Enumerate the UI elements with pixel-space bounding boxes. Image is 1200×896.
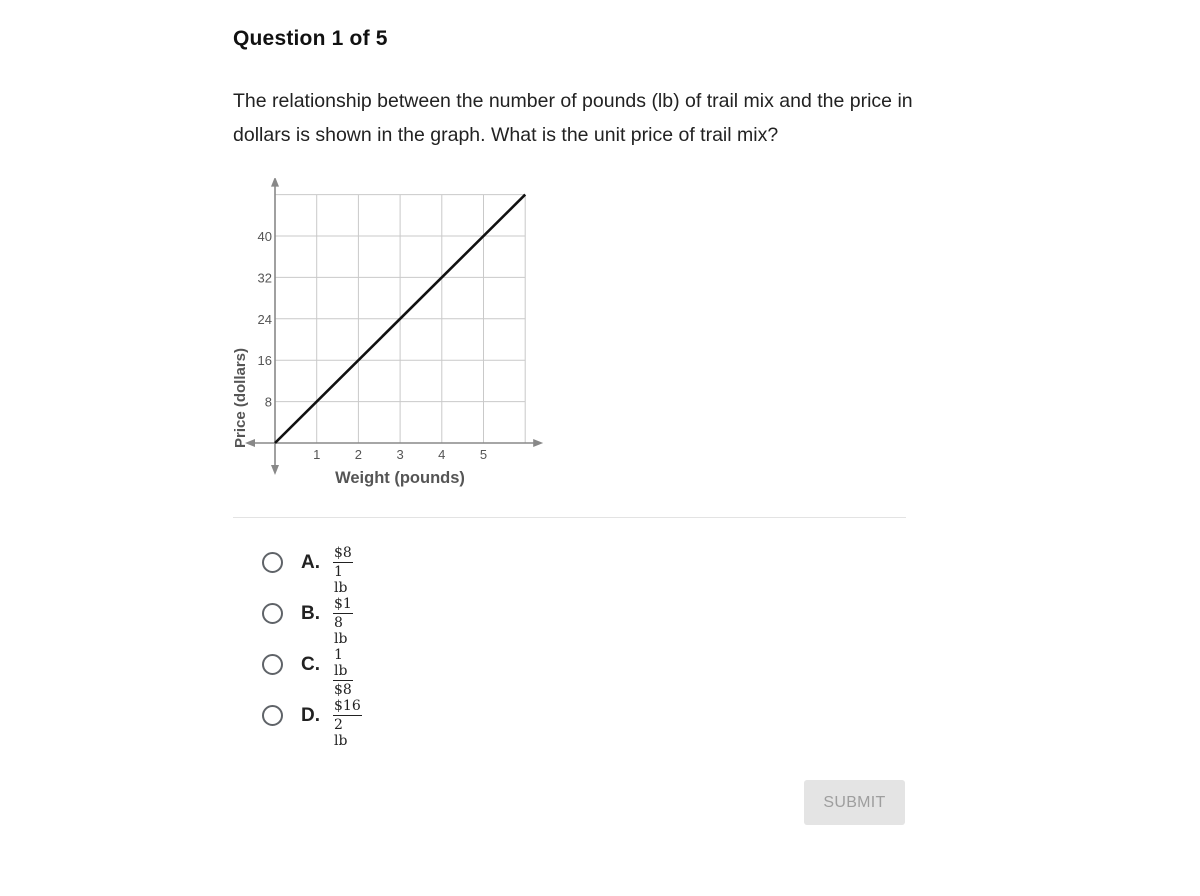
fraction-numerator: 1 lb: [333, 647, 353, 681]
fraction-numerator: $8: [334, 545, 352, 561]
fraction-denominator: 1 lb: [334, 564, 348, 596]
y-tick-label: 24: [257, 311, 272, 327]
choice-fraction: [333, 545, 353, 596]
choice-letter: B.: [301, 603, 320, 624]
y-axis-arrow-up: [271, 178, 279, 187]
x-tick-label: 4: [438, 447, 446, 462]
y-tick-label: 8: [264, 394, 272, 410]
fraction-denominator: 2 lb: [334, 717, 348, 749]
radio-button[interactable]: [262, 603, 283, 624]
y-axis-arrow-down: [271, 465, 279, 475]
choice-letter: A.: [301, 552, 320, 573]
y-axis-label: Price (dollars): [232, 347, 249, 449]
y-tick-label: 16: [257, 353, 272, 369]
choice-letter: D.: [301, 705, 320, 726]
y-tick-label: 32: [257, 270, 272, 286]
x-tick-label: 2: [354, 447, 363, 462]
fraction-denominator: 8 lb: [334, 615, 348, 647]
submit-button[interactable]: SUBMIT: [804, 780, 905, 825]
fraction-numerator: $16: [334, 698, 361, 714]
chart-svg: [225, 178, 555, 498]
price-weight-graph: [225, 178, 555, 503]
radio-button[interactable]: [262, 705, 283, 726]
fraction-numerator: $1: [334, 596, 352, 612]
choice-fraction: [333, 596, 353, 647]
x-tick-label: 3: [396, 447, 404, 462]
question-header: Question 1 of 5: [233, 27, 388, 50]
x-tick-label: 5: [479, 447, 488, 462]
divider: [233, 517, 906, 518]
fraction-denominator: $8: [334, 682, 352, 698]
choice-letter: C.: [301, 654, 320, 675]
x-tick-label: 1: [313, 447, 321, 462]
x-axis-arrow-right: [533, 439, 543, 447]
choice-fraction: [333, 698, 362, 749]
question-text: The relationship between the number of pounds (lb) of trail mix and the price in dollars is shown in the graph. What is the unit price of trail mix?: [233, 90, 913, 146]
choice-fraction: [333, 647, 353, 698]
radio-button[interactable]: [262, 654, 283, 675]
x-axis-label: Weight (pounds): [335, 469, 465, 487]
y-tick-label: 40: [257, 229, 272, 244]
radio-button[interactable]: [262, 552, 283, 573]
